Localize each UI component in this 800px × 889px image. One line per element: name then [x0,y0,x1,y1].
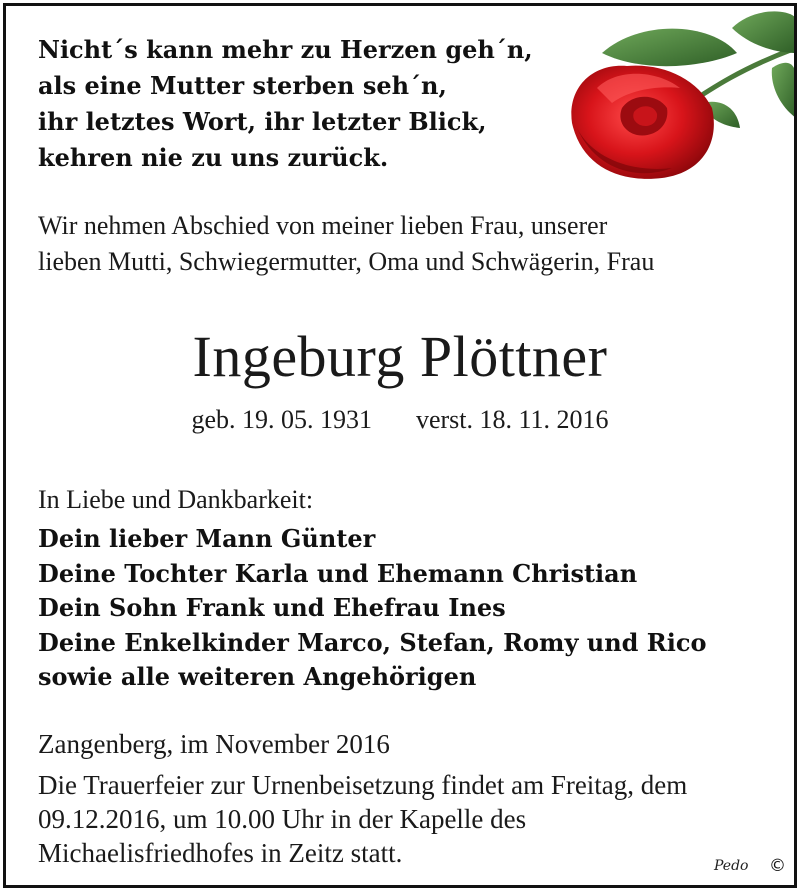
mourner-line: Dein Sohn Frank und Ehefrau Ines [38,593,506,622]
red-rose-icon [562,8,796,198]
signature: Pedo [714,858,749,874]
place-date: Zangenberg, im November 2016 [38,729,390,759]
poem-line: Nicht´s kann mehr zu Herzen geh´n, [38,35,533,64]
funeral-line: Michaelisfriedhofes in Zeitz statt. [38,838,403,868]
mourner-line: sowie alle weiteren Angehörigen [38,662,477,691]
poem-line: kehren nie zu uns zurück. [38,143,389,172]
deceased-name: Ingeburg Plöttner [192,324,608,389]
obituary-notice [3,3,797,888]
life-dates [6,402,794,438]
birth-date: geb. 19. 05. 1931 [191,405,372,434]
poem [38,32,578,176]
poem-line: als eine Mutter sterben seh´n, [38,71,447,100]
mourners-heading: In Liebe und Dankbarkeit: [38,485,314,514]
mourner-line: Dein lieber Mann Günter [38,524,376,553]
copyright-mark: © [769,856,786,876]
intro-line: lieben Mutti, Schwiegermutter, Oma und Schwägerin, Frau [38,247,655,276]
mourner-line: Deine Enkelkinder Marco, Stefan, Romy und Rico [38,627,707,657]
funeral-info [38,768,783,870]
death-date: verst. 18. 11. 2016 [415,405,609,434]
intro-line: Wir nehmen Abschied von meiner lieben Frau, unserer [38,211,608,240]
funeral-line: Die Trauerfeier zur Urnenbeisetzung findet am Freitag, dem [38,770,688,800]
intro-text [38,208,778,280]
mourners-list [38,522,778,695]
mourner-line: Deine Tochter Karla und Ehemann Christian [38,558,638,588]
funeral-line: 09.12.2016, um 10.00 Uhr in der Kapelle des [38,804,527,834]
poem-line: ihr letztes Wort, ihr letzter Blick, [38,107,487,136]
